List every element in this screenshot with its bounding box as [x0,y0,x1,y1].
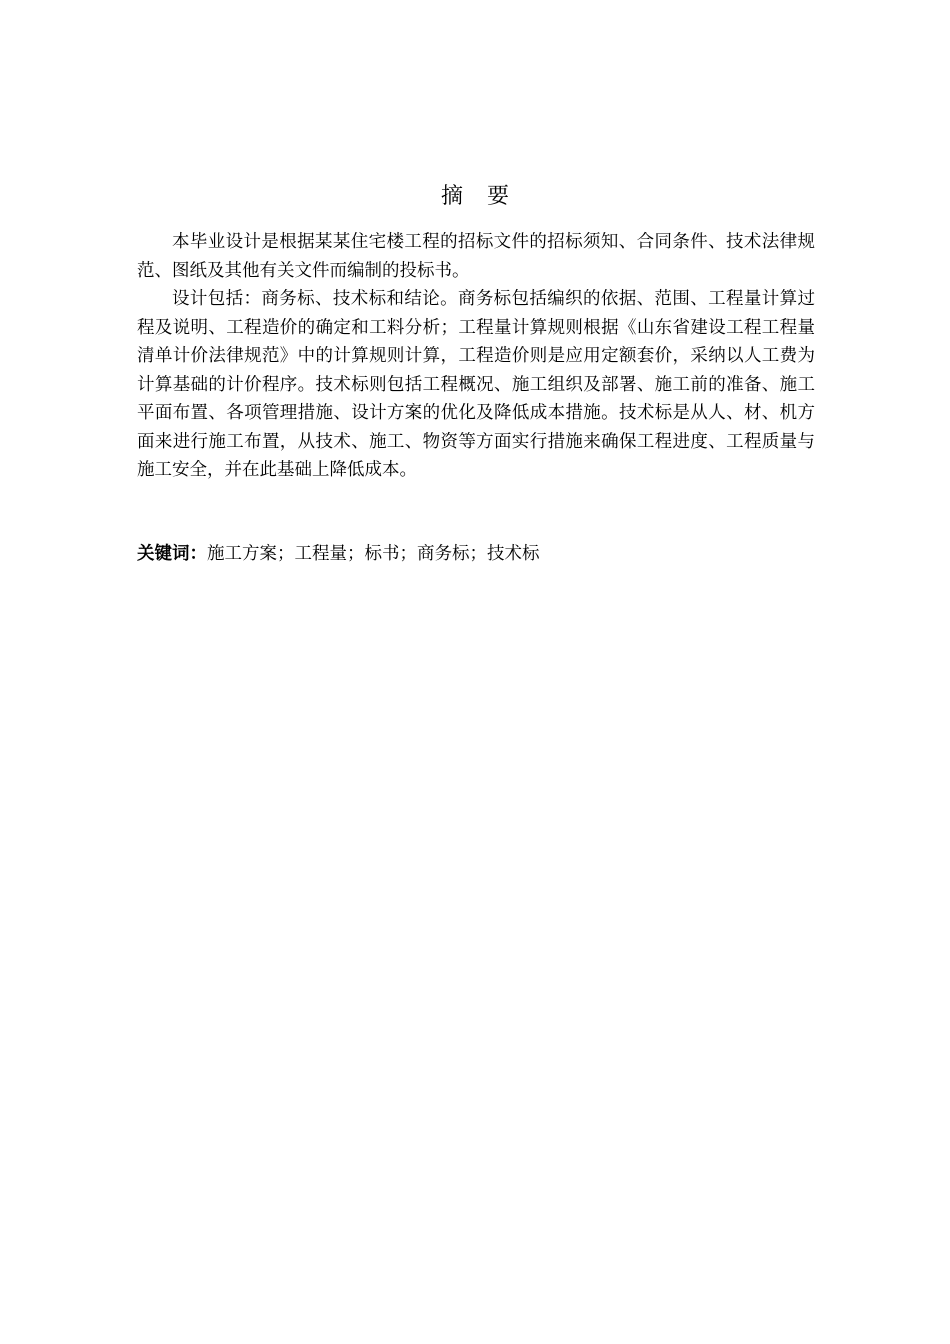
abstract-paragraph-1: 本毕业设计是根据某某住宅楼工程的招标文件的招标须知、合同条件、技术法律规范、图纸及其他有关文件而编制的投标书。 [137,232,815,281]
abstract-title-char-1: 摘 [440,184,463,209]
abstract-body [137,228,815,485]
keywords-value: 施工方案；工程量；标书；商务标；技术标 [207,544,540,564]
keywords-line [137,540,815,568]
keywords-label: 关键词： [137,544,207,564]
abstract-paragraph-2: 设计包括：商务标、技术标和结论。商务标包括编织的依据、范围、工程量计算过程及说明、工程造价的确定和工料分析；工程量计算规则根据《山东省建设工程工程量清单计价法律规范》中的计算规则计算，工程造价则是应用定额套价，采纳以人工费为计算基础的计价程序。技术标则包括工程概况、施工组织及部署、施工前的准备、施工平面布置、各项管理措施、设计方案的优化及降低成本措施。技术标是从人、材、机方面来进行施工布置，从技术、施工、物资等方面实行措施来确保工程进度、工程质量与施工安全，并在此基础上降低成本。 [137,289,815,480]
abstract-title [0,180,950,214]
abstract-title-char-2: 要 [487,184,510,209]
